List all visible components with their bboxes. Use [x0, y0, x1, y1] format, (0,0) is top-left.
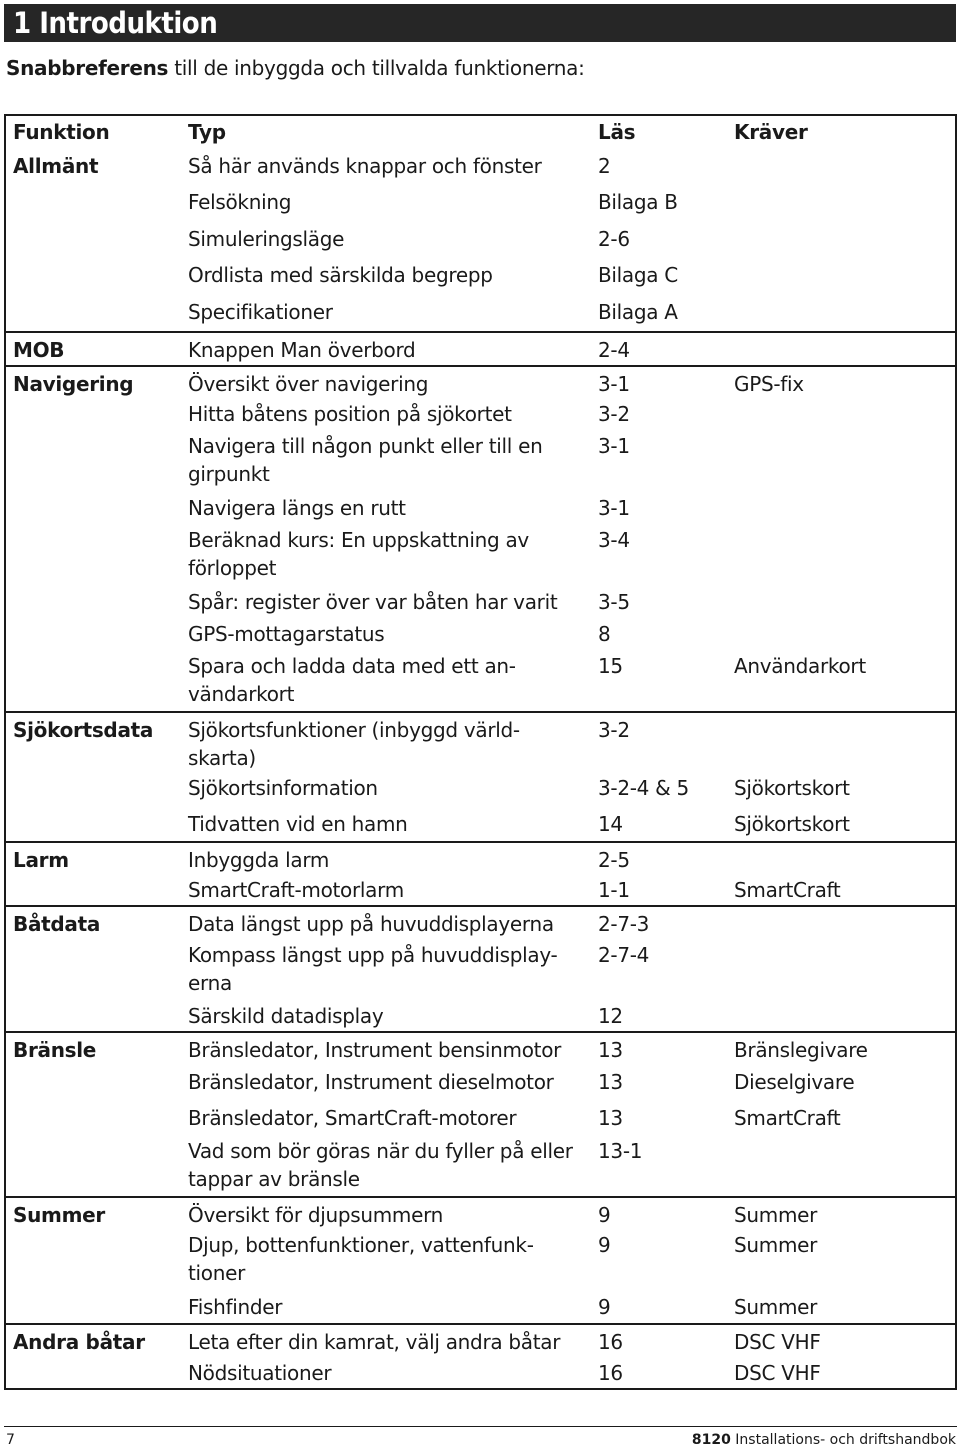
cell-reference: Bilaga B	[598, 190, 678, 214]
cell-function: Larm	[13, 848, 69, 872]
cell-reference: 2-6	[598, 227, 630, 251]
cell-function: MOB	[13, 338, 65, 362]
column-header-kraver: Kräver	[734, 120, 808, 144]
cell-requires: Användarkort	[734, 654, 866, 678]
footer-divider	[4, 1426, 957, 1427]
cell-requires: Summer	[734, 1295, 818, 1319]
cell-reference: 2-7-4	[598, 943, 650, 967]
cell-type: Simuleringsläge	[188, 227, 345, 251]
table-row	[6, 331, 955, 362]
cell-reference: 14	[598, 812, 623, 836]
cell-reference: 1-1	[598, 878, 630, 902]
cell-type: Leta efter din kamrat, välj andra båtar	[188, 1330, 561, 1354]
cell-reference: 2-7-3	[598, 912, 650, 936]
cell-requires: DSC VHF	[734, 1330, 821, 1354]
cell-requires: Dieselgivare	[734, 1070, 855, 1094]
cell-type: GPS-mottagarstatus	[188, 622, 385, 646]
cell-function: Andra båtar	[13, 1330, 145, 1354]
cell-function: Sjökortsdata	[13, 718, 154, 742]
table-row	[6, 1031, 955, 1062]
cell-reference: 13	[598, 1070, 623, 1094]
cell-type: Kompass längst upp på huvuddisplay- erna	[188, 943, 558, 995]
cell-reference: 13	[598, 1106, 623, 1130]
cell-type: Särskild datadisplay	[188, 1004, 384, 1028]
cell-type: Bränsledator, SmartCraft-motorer	[188, 1106, 517, 1130]
quick-reference-table	[4, 114, 957, 1390]
cell-type: Data längst upp på huvuddisplayerna	[188, 912, 554, 936]
cell-type: Vad som bör göras när du fyller på eller tappar av bränsle	[188, 1139, 573, 1191]
cell-reference: 16	[598, 1361, 623, 1385]
footer-model: 8120	[691, 1432, 731, 1448]
cell-requires: GPS-fix	[734, 372, 804, 396]
cell-type: Översikt för djupsummern	[188, 1203, 444, 1227]
column-header-las: Läs	[598, 120, 636, 144]
table-row	[6, 1323, 955, 1354]
cell-reference: 3-1	[598, 496, 630, 520]
cell-function: Bränsle	[13, 1038, 97, 1062]
cell-reference: 3-1	[598, 372, 630, 396]
cell-reference: 9	[598, 1295, 611, 1319]
cell-type: Knappen Man överbord	[188, 338, 416, 362]
section-title: 1 Introduktion	[4, 4, 956, 42]
cell-requires: SmartCraft	[734, 1106, 841, 1130]
cell-type: Beräknad kurs: En uppskattning av förloppet	[188, 528, 529, 580]
cell-reference: 12	[598, 1004, 623, 1028]
table-row	[6, 365, 955, 396]
footer-title-text: Installations- och driftshandbok	[730, 1432, 956, 1448]
cell-reference: 3-4	[598, 528, 630, 552]
cell-function: Allmänt	[13, 154, 99, 178]
cell-type: Navigera längs en rutt	[188, 496, 406, 520]
cell-function: Navigering	[13, 372, 134, 396]
cell-requires: Summer	[734, 1203, 818, 1227]
cell-type: Djup, bottenfunktioner, vattenfunk- tioner	[188, 1233, 534, 1285]
subtitle	[6, 56, 585, 80]
cell-type: Sjökortsfunktioner (inbyggd värld- skarta)	[188, 718, 520, 770]
cell-reference: 3-2	[598, 718, 630, 742]
column-header-funktion: Funktion	[13, 120, 110, 144]
cell-reference: 13	[598, 1038, 623, 1062]
cell-reference: 16	[598, 1330, 623, 1354]
subtitle-rest: till de inbyggda och tillvalda funktionerna:	[168, 56, 585, 80]
cell-reference: 9	[598, 1233, 611, 1257]
table-row	[6, 905, 955, 936]
cell-type: Hitta båtens position på sjökortet	[188, 402, 512, 426]
cell-reference: Bilaga A	[598, 300, 678, 324]
subtitle-bold: Snabbreferens	[6, 56, 169, 80]
cell-type: Översikt över navigering	[188, 372, 429, 396]
cell-type: Sjökortsinformation	[188, 776, 378, 800]
page-number: 7	[6, 1432, 15, 1448]
table-row	[6, 1196, 955, 1227]
footer-manual-title	[692, 1432, 956, 1448]
cell-reference: 3-2	[598, 402, 630, 426]
cell-type: Tidvatten vid en hamn	[188, 812, 408, 836]
cell-requires: SmartCraft	[734, 878, 841, 902]
cell-type: Specifikationer	[188, 300, 333, 324]
cell-requires: Sjökortskort	[734, 812, 850, 836]
cell-type: Bränsledator, Instrument bensinmotor	[188, 1038, 562, 1062]
cell-type: Felsökning	[188, 190, 292, 214]
table-row	[6, 711, 955, 770]
cell-reference: 3-5	[598, 590, 630, 614]
cell-type: Nödsituationer	[188, 1361, 332, 1385]
cell-reference: 3-2-4 & 5	[598, 776, 689, 800]
cell-type: Inbyggda larm	[188, 848, 330, 872]
cell-requires: Bränslegivare	[734, 1038, 868, 1062]
cell-reference: 2-4	[598, 338, 630, 362]
cell-type: Bränsledator, Instrument dieselmotor	[188, 1070, 554, 1094]
cell-reference: 3-1	[598, 434, 630, 458]
cell-reference: 8	[598, 622, 611, 646]
cell-function: Summer	[13, 1203, 105, 1227]
table-row	[6, 841, 955, 872]
cell-type: Fishfinder	[188, 1295, 283, 1319]
cell-type: Navigera till någon punkt eller till en girpunkt	[188, 434, 543, 486]
cell-requires: Summer	[734, 1233, 818, 1257]
cell-type: Så här används knappar och fönster	[188, 154, 542, 178]
cell-type: Ordlista med särskilda begrepp	[188, 263, 493, 287]
cell-reference: 15	[598, 654, 623, 678]
cell-requires: Sjökortskort	[734, 776, 850, 800]
cell-type: SmartCraft-motorlarm	[188, 878, 404, 902]
cell-reference: 9	[598, 1203, 611, 1227]
cell-requires: DSC VHF	[734, 1361, 821, 1385]
cell-function: Båtdata	[13, 912, 101, 936]
cell-reference: 2-5	[598, 848, 630, 872]
cell-reference: 13-1	[598, 1139, 643, 1163]
cell-type: Spara och ladda data med ett an- vändarkort	[188, 654, 516, 706]
cell-reference: Bilaga C	[598, 263, 678, 287]
column-header-typ: Typ	[188, 120, 226, 144]
cell-reference: 2	[598, 154, 611, 178]
table-header-row	[6, 118, 955, 150]
cell-type: Spår: register över var båten har varit	[188, 590, 558, 614]
